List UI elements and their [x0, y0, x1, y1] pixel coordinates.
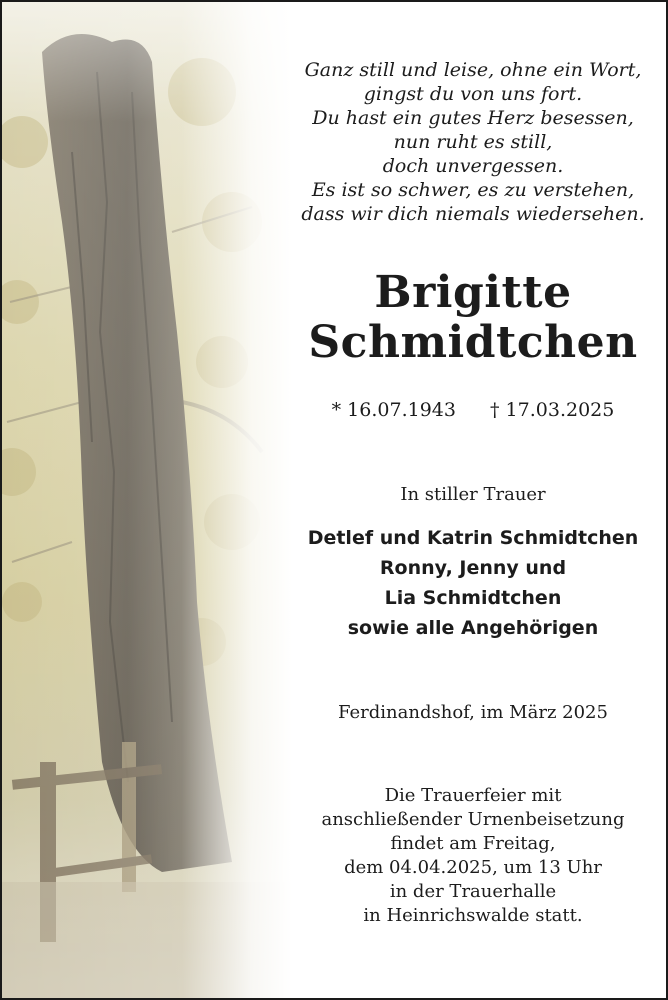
- funeral-service-info: [292, 784, 654, 928]
- poem-line: doch unvergessen.: [382, 155, 564, 177]
- poem: [292, 58, 654, 226]
- mourner-line: Detlef und Katrin Schmidtchen: [307, 527, 639, 549]
- death-date: † 17.03.2025: [490, 399, 615, 421]
- life-dates: [292, 398, 654, 422]
- notice-text: [292, 2, 654, 998]
- poem-line: Du hast ein gutes Herz besessen,: [312, 107, 634, 129]
- birth-date: * 16.07.1943: [331, 399, 456, 421]
- service-line: in Heinrichswalde statt.: [363, 905, 583, 926]
- service-line: dem 04.04.2025, um 13 Uhr: [344, 857, 602, 878]
- poem-line: gingst du von uns fort.: [363, 83, 583, 105]
- poem-line: nun ruht es still,: [393, 131, 553, 153]
- tree-photo: [2, 2, 292, 998]
- deceased-name: [292, 268, 654, 368]
- mourner-line: Lia Schmidtchen: [384, 587, 562, 609]
- service-line: anschließender Urnenbeisetzung: [321, 809, 625, 830]
- mourner-line: sowie alle Angehörigen: [347, 617, 599, 639]
- service-line: findet am Freitag,: [390, 833, 556, 854]
- place-date: Ferdinandshof, im März 2025: [338, 702, 608, 723]
- mourners-list: [292, 523, 654, 643]
- service-line: in der Trauerhalle: [389, 881, 557, 902]
- service-line: Die Trauerfeier mit: [384, 785, 562, 806]
- poem-line: Ganz still und leise, ohne ein Wort,: [304, 59, 642, 81]
- last-name: Schmidtchen: [308, 317, 638, 368]
- first-name: Brigitte: [374, 267, 572, 318]
- mourner-line: Ronny, Jenny und: [379, 557, 567, 579]
- mourning-intro: In stiller Trauer: [400, 484, 546, 505]
- poem-line: Es ist so schwer, es zu verstehen,: [311, 179, 635, 201]
- poem-line: dass wir dich niemals wiedersehen.: [301, 203, 645, 225]
